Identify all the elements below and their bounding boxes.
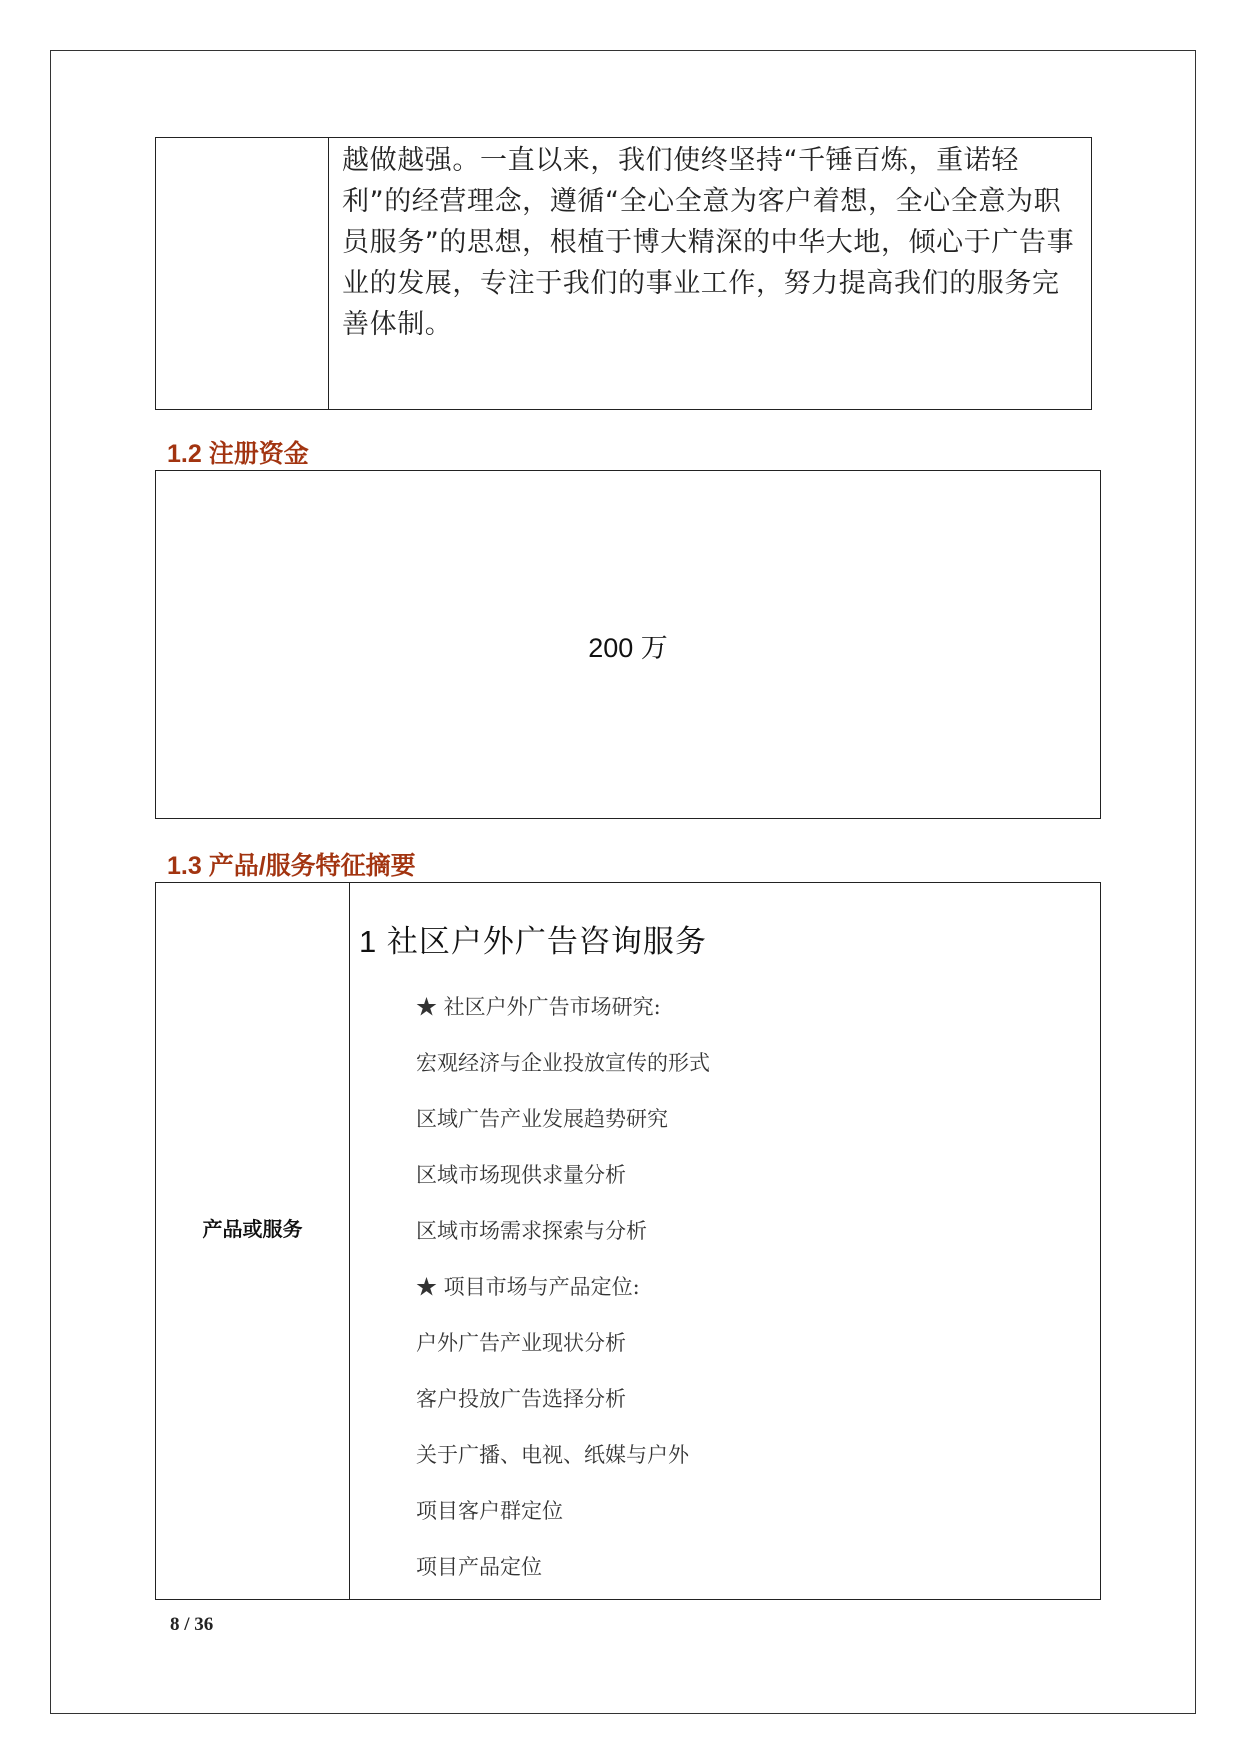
company-intro-table	[155, 137, 1092, 410]
list-item: ★ 项目市场与产品定位:	[416, 1275, 640, 1299]
list-item: ★ 社区户外广告市场研究:	[416, 995, 661, 1019]
list-item: 区域市场现供求量分析	[416, 1163, 626, 1187]
list-item: 客户投放广告选择分析	[416, 1387, 626, 1411]
section-heading-registered-capital: 1.2 注册资金	[167, 440, 309, 468]
list-item: 区域市场需求探索与分析	[416, 1219, 647, 1243]
registered-capital-value: 200 万	[588, 633, 668, 663]
table-divider	[349, 883, 350, 1599]
page-number: 8 / 36	[170, 1614, 214, 1635]
list-item: 项目产品定位	[416, 1555, 542, 1579]
section-heading-product-summary: 1.3 产品/服务特征摘要	[167, 852, 416, 880]
list-item: 区域广告产业发展趋势研究	[416, 1107, 668, 1131]
product-summary-table	[155, 882, 1101, 1600]
registered-capital-box	[155, 470, 1101, 819]
list-item: 项目客户群定位	[416, 1499, 563, 1523]
list-item: 宏观经济与企业投放宣传的形式	[416, 1051, 710, 1075]
product-item-list	[416, 993, 710, 1609]
table-divider	[328, 138, 329, 409]
company-intro-text: 越做越强。一直以来，我们使终坚持“千锤百炼，重诺轻利”的经营理念，遵循“全心全意为客户着想，全心全意为职员服务”的思想，根植于博大精深的中华大地，倾心于广告事业的发展，专注于我们的事业工作，努力提高我们的服务完善体制。	[342, 145, 1075, 340]
list-item: 关于广播、电视、纸媒与户外	[416, 1443, 689, 1467]
product-row-label: 产品或服务	[202, 1219, 303, 1241]
product-title: 1 社区户外广告咨询服务	[359, 924, 707, 959]
list-item: 户外广告产业现状分析	[416, 1331, 626, 1355]
